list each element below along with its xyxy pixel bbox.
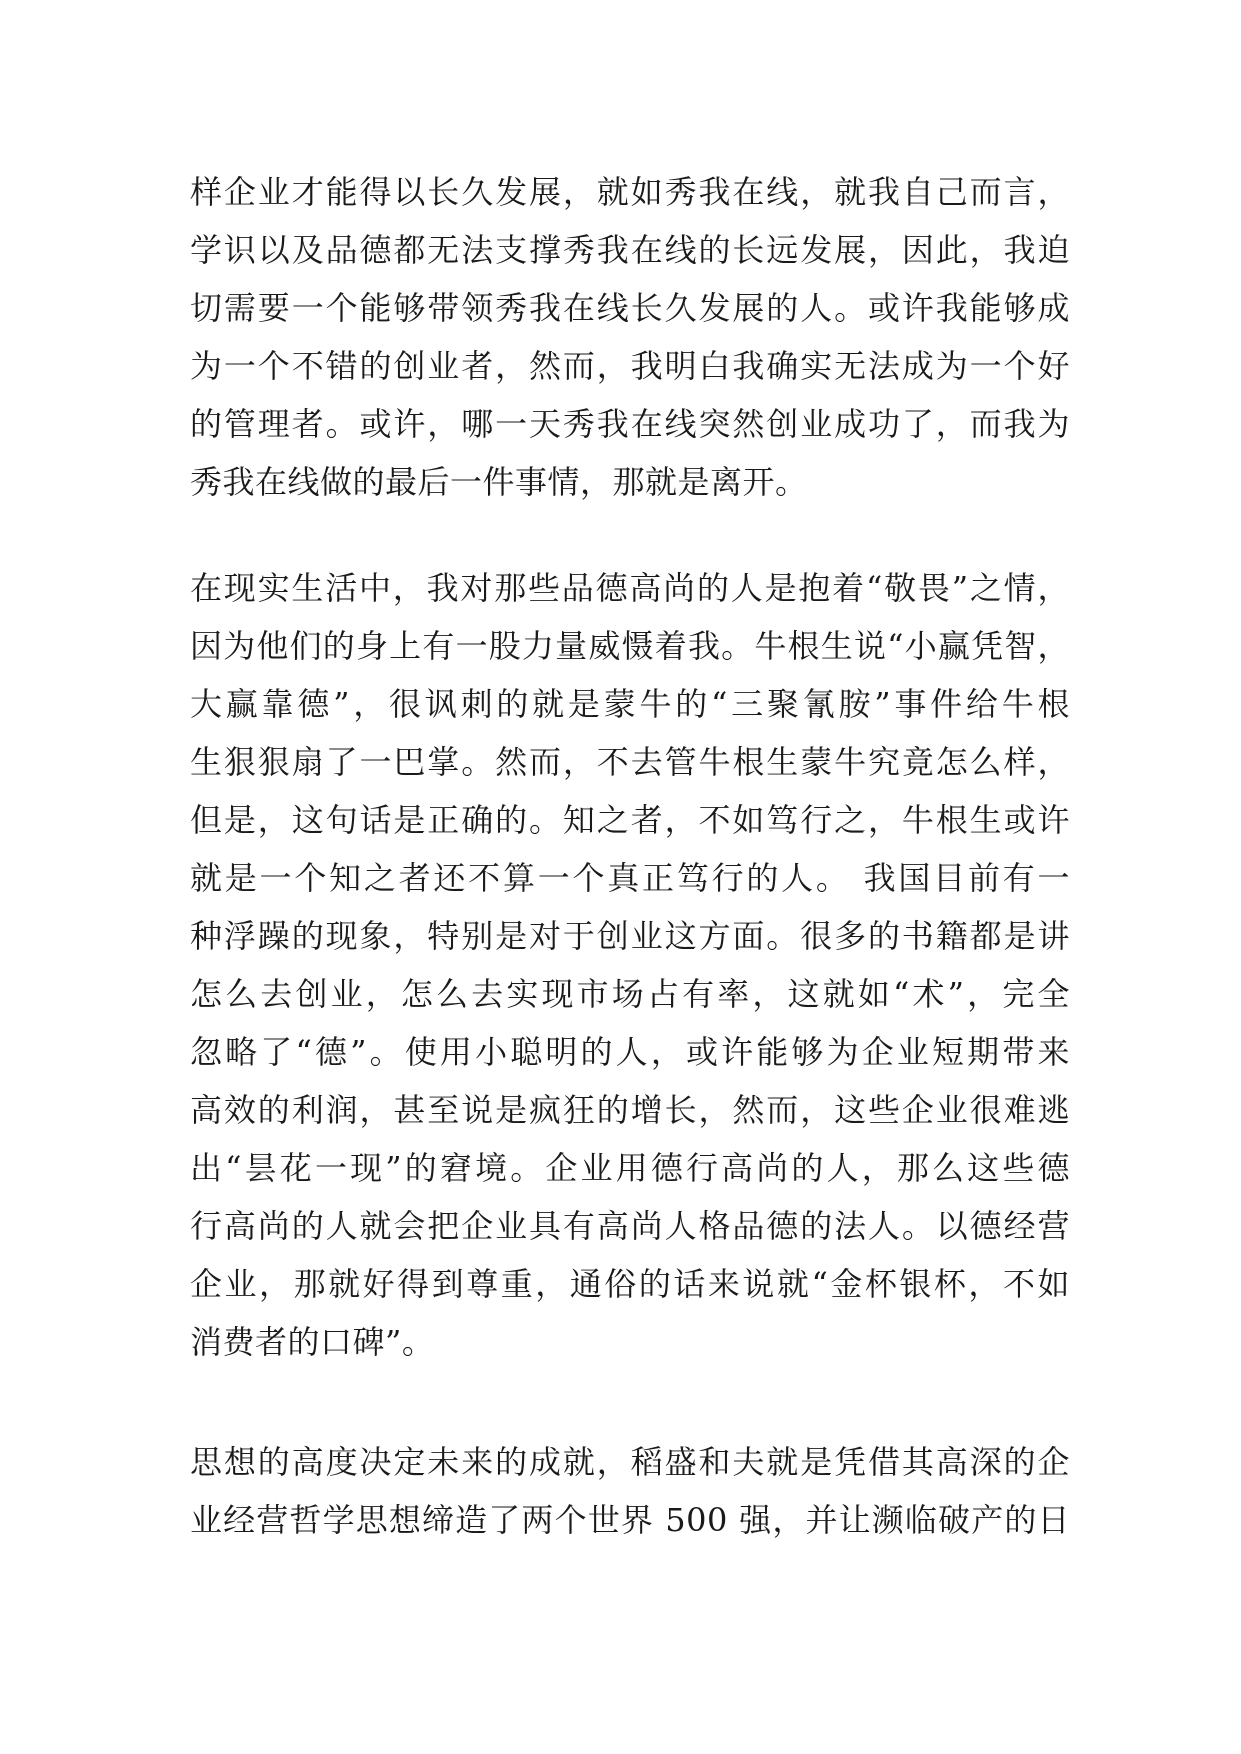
text-line: 样企业才能得以长久发展，就如秀我在线，就我自己而言， bbox=[190, 173, 1070, 211]
text-line: 因为他们的身上有一股力量威慑着我。牛根生说“小赢凭智， bbox=[190, 627, 1070, 665]
text-line: 的管理者。或许，哪一天秀我在线突然创业成功了，而我为 bbox=[190, 405, 1070, 443]
text-line: 业经营哲学思想缔造了两个世界 500 强，并让濒临破产的日 bbox=[190, 1501, 1070, 1539]
text-line: 但是，这句话是正确的。知之者，不如笃行之，牛根生或许 bbox=[190, 801, 1070, 839]
text-line: 怎么去创业，怎么去实现市场占有率，这就如“术”，完全 bbox=[190, 975, 1070, 1013]
text-line: 种浮躁的现象，特别是对于创业这方面。很多的书籍都是讲 bbox=[190, 917, 1070, 955]
text-line: 学识以及品德都无法支撑秀我在线的长远发展，因此，我迫 bbox=[190, 231, 1070, 269]
text-line: 生狠狠扇了一巴掌。然而，不去管牛根生蒙牛究竟怎么样， bbox=[190, 743, 1070, 781]
text-line: 出“昙花一现”的窘境。企业用德行高尚的人，那么这些德 bbox=[190, 1149, 1070, 1187]
text-line: 行高尚的人就会把企业具有高尚人格品德的法人。以德经营 bbox=[190, 1207, 1070, 1245]
paragraph-3 bbox=[190, 1433, 1070, 1549]
text-line: 高效的利润，甚至说是疯狂的增长，然而，这些企业很难逃 bbox=[190, 1091, 1070, 1129]
text-line: 企业，那就好得到尊重，通俗的话来说就“金杯银杯，不如 bbox=[190, 1265, 1070, 1303]
text-line: 切需要一个能够带领秀我在线长久发展的人。或许我能够成 bbox=[190, 289, 1070, 327]
text-line: 消费者的口碑”。 bbox=[190, 1323, 435, 1361]
text-line: 在现实生活中，我对那些品德高尚的人是抱着“敬畏”之情， bbox=[190, 569, 1070, 607]
paragraph-1 bbox=[190, 163, 1070, 511]
text-line: 就是一个知之者还不算一个真正笃行的人。 我国目前有一 bbox=[190, 859, 1070, 897]
text-line: 秀我在线做的最后一件事情，那就是离开。 bbox=[190, 463, 808, 501]
text-line: 大赢靠德”，很讽刺的就是蒙牛的“三聚氰胺”事件给牛根 bbox=[190, 685, 1070, 723]
text-line: 为一个不错的创业者，然而，我明白我确实无法成为一个好 bbox=[190, 347, 1070, 385]
text-line: 忽略了“德”。使用小聪明的人，或许能够为企业短期带来 bbox=[190, 1033, 1070, 1071]
text-line: 思想的高度决定未来的成就，稻盛和夫就是凭借其高深的企 bbox=[190, 1443, 1070, 1481]
paragraph-2 bbox=[190, 559, 1070, 1371]
